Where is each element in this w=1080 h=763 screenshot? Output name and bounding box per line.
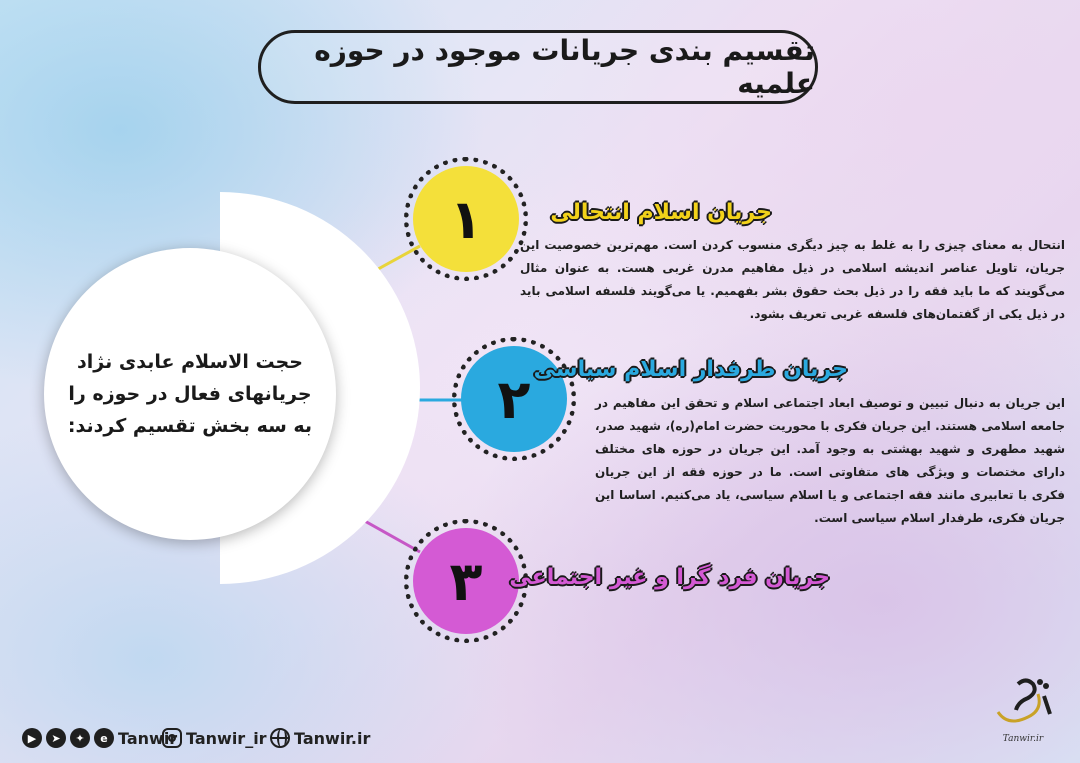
item-2-heading: جریان طرفدار اسلام سیاسی	[533, 357, 848, 382]
telegram-icon[interactable]: ➤	[46, 728, 66, 748]
intro-text: حجت الاسلام عابدی نژاد جریانهای فعال در حوزه را به سه بخش تقسیم کردند:	[67, 350, 313, 438]
tanwir-logo-icon	[988, 672, 1058, 732]
item-1-number-badge	[413, 166, 519, 272]
globe-icon	[270, 728, 290, 748]
twitter-icon[interactable]: ✦	[70, 728, 90, 748]
footer-social-links	[22, 725, 177, 751]
item-3-heading: جریان فرد گرا و غیر اجتماعی	[509, 565, 830, 590]
footer-instagram-link[interactable]	[162, 725, 267, 751]
item-1-heading: جریان اسلام انتحالی	[550, 200, 772, 225]
item-2-number: ٢	[497, 367, 531, 431]
logo-caption: Tanwir.ir	[1002, 734, 1044, 744]
item-3-number: ٣	[449, 549, 483, 613]
item-3-number-badge	[413, 528, 519, 634]
aparat-icon[interactable]: ▶	[22, 728, 42, 748]
instagram-handle[interactable]: Tanwir_ir	[186, 728, 267, 748]
item-2-description: این جریان به دنبال تبیین و توصیف ابعاد اجتماعی اسلام و تحقق این مفاهیم در جامعه اسلامی هستند. این جریان فکری با محوریت حضرت امام(ره)، شهید صدر، شهید مطهری و شهید بهشتی به وجود آمد. این جریان در حوزه های مختلف دارای مختصات و ویژگی های متفاوتی است. ما در حوزه فقه از این جریان فکری با تعابیری مانند فقه اجتماعی و یا اسلام سیاسی، یاد می‌کنیم. اساسا این جریان فکری، طرفدار اسلام سیاسی است.	[595, 396, 1065, 525]
intro-circle	[44, 248, 336, 540]
page-title-box	[258, 30, 818, 104]
website-url[interactable]: Tanwir.ir	[294, 728, 371, 748]
item-1-description: انتحال به معنای چیزی را به غلط به چیز دیگری منسوب کردن است. مهم‌ترین خصوصیت این جریان، تاویل عناصر اندیشه اسلامی در ذیل مفاهیم مدرن غربی هست. به عنوان مثال می‌گویند که ما باید فقه را در ذیل بحث حقوق بشر بفهمیم. یا می‌گویند فلسفه اسلامی باید در ذیل یکی از گفتمان‌های فلسفه غربی تعریف بشود.	[520, 238, 1065, 321]
page-title: تقسیم بندی جریانات موجود در حوزه علمیه	[314, 34, 815, 100]
item-1-number: ١	[449, 187, 483, 251]
instagram-icon	[162, 728, 182, 748]
footer-website-link[interactable]	[270, 725, 370, 751]
social-handle[interactable]: Tanwir	[118, 728, 178, 748]
eitaa-icon[interactable]: e	[94, 728, 114, 748]
